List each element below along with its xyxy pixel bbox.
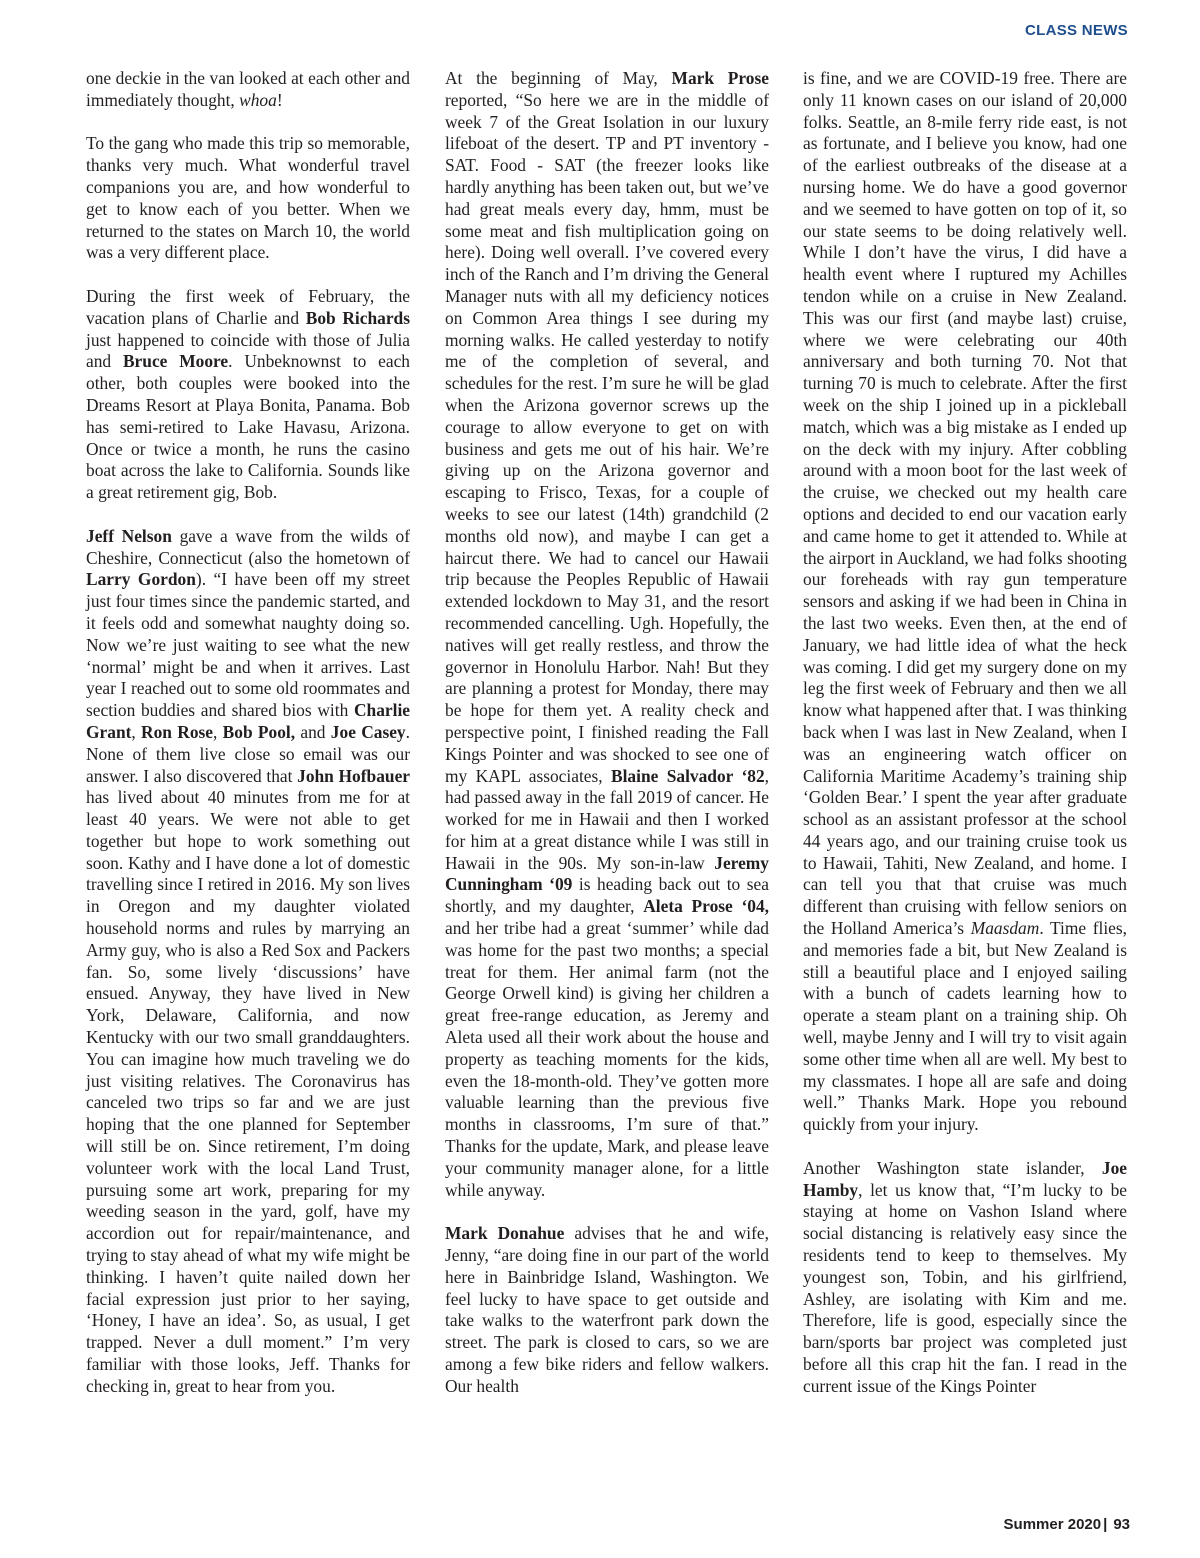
paragraph-text: . Time flies, and memories fade a bit, but New Zealand is still a beautiful place and I enjoyed sailing with a bunch of cadets learning how to operate a steam plant on a training ship. Oh well, maybe Jenny and I will try to visit again some other time when all are well. My best to my classmates. I hope all are safe and doing well.” Thanks Mark. Hope you rebound quickly from your injury.	[803, 918, 1127, 1135]
paragraph-text: has lived about 40 minutes from me for at least 40 years. We were not able to get together but hope to work something out soon. Kathy and I have done a lot of domestic travelling since I retired in 2016. My son lives in Oregon and my daughter violated household norms and rules by marrying an Army guy, who is also a Red Sox and Packers fan. So, some lively ‘discussions’ have ensued. Anyway, they have lived in New York, Delaware, California, and now Kentucky with our two small granddaughters. You can imagine how much traveling we do just visiting relatives. The Coronavirus has canceled two trips so far and we are just hoping that the one planned for September will still be on. Since retirement, I’m doing volunteer work with the local Land Trust, pursuing some art work, preparing for my weeding season in the yard, golf, have my accordion out for repair/maintenance, and trying to stay ahead of what my wife might be thinking. I haven’t quite nailed down her facial expression just prior to her saying, ‘Honey, I have an idea’. So, as usual, I get trapped. Never a dull moment.” I’m very familiar with those looks, Jeff. Thanks for checking in, great to hear from you.	[86, 787, 410, 1396]
paragraph-text: is fine, and we are COVID-19 free. There are only 11 known cases on our island of 20,000 folks. Seattle, an 8-mile ferry ride east, is not as fortunate, and I believe you know, had one of the earliest outbreaks of the disease at a nursing home. We do have a good governor and we seemed to have gotten on top of it, so our state seems to be doing relatively well. While I don’t have the virus, I did have a health event where I ruptured my Achilles tendon while on a cruise in New Zealand. This was our first (and maybe last) cruise, where we were celebrating our 40th anniversary and both turning 70. Not that turning 70 is much to celebrate. After the first week on the ship I joined up in a pickleball match, which was a big mistake as I ended up on the deck with my injury. After cobbling around with a moon boot for the last week of the cruise, we checked out my health care options and decided to end our vacation early and came home to get it attended to. While at the airport in Auckland, we had folks shooting our foreheads with ray gun temperature sensors and asking if we had been in China in the last two weeks. Even then, at the end of January, we had little idea of what the heck was coming. I did get my surgery done on my leg the first week of February and then we all know what happened after that. I was thinking back when I was last in New Zealand, when I was an engineering watch officer on California Maritime Academy’s training ship ‘Golden Bear.’ I spent the year after graduate school as an assistant professor at the school 44 years ago, and our training cruise took us to Hawaii, Tahiti, New Zealand, and home. I can tell you that that cruise was much different than cruising with fellow seniors on the Holland America’s	[803, 68, 1127, 939]
article-paragraph	[803, 68, 1127, 1136]
paragraph-text: and	[295, 721, 331, 742]
paragraph-text: advises that he and wife, Jenny, “are doing fine in our part of the world here in Bainbridge Island, Washington. We feel lucky to have space to get outside and take walks to the waterfront park down the street. The park is closed to cars, so we are among a few bike riders and fellow walkers. Our health	[445, 1223, 769, 1396]
paragraph-text: To the gang who made this trip so memorable, thanks very much. What wonderful travel companions you are, and how wonderful to get to know each of you better. When we returned to the states on March 10, the world was a very different place.	[86, 133, 410, 263]
article-paragraph	[86, 286, 410, 504]
paragraph-text: During the first week of February, the vacation plans of Charlie and	[86, 285, 410, 328]
paragraph-text: ,	[131, 721, 142, 742]
paragraph-text: , had passed away in the fall 2019 of cancer. He worked for me in Hawaii and then I worked for him at a great distance while I was still in Hawaii in the 90s. My son-in-law	[445, 765, 769, 873]
paragraph-text: , let us know that, “I’m lucky to be staying at home on Vashon Island where social distancing is relatively easy since the residents tend to keep to themselves. My youngest son, Tobin, and his girlfriend, Ashley, are isolating with Kim and me. Therefore, life is good, especially since the barn/sports bar project was completed just before all this crap hit the fan. I read in the current issue of the Kings Pointer	[803, 1179, 1127, 1396]
name-highlight: John Hofbauer	[297, 765, 411, 786]
article-paragraph	[86, 68, 410, 112]
emphasis-text: whoa	[239, 89, 277, 110]
article-paragraph	[445, 1223, 769, 1397]
name-highlight: Aleta Prose ‘04,	[643, 896, 770, 917]
paragraph-text: . None of them live close so email was our answer. I also discovered that	[86, 721, 410, 786]
article-paragraph	[803, 1158, 1127, 1398]
text-column-2	[445, 68, 769, 1398]
name-highlight: Mark Prose	[671, 68, 769, 88]
name-highlight: Charlie Grant	[86, 700, 410, 742]
page-footer	[1004, 1516, 1130, 1533]
paragraph-text: ,	[213, 721, 223, 742]
paragraph-text: one deckie in the van looked at each other and immediately thought,	[86, 68, 410, 110]
section-label: CLASS NEWS	[1024, 22, 1128, 39]
name-highlight: Bob Pool,	[222, 721, 296, 742]
text-column-1	[86, 68, 410, 1398]
name-highlight: Larry Gordon	[86, 569, 196, 590]
name-highlight: Joe Casey	[330, 721, 406, 742]
name-highlight: Bruce Moore	[122, 351, 229, 372]
article-paragraph	[86, 526, 410, 1398]
page-number: 93	[1113, 1516, 1130, 1533]
paragraph-text: is heading back out to sea shortly, and my daughter,	[445, 874, 769, 917]
paragraph-text: reported, “So here we are in the middle of week 7 of the Great Isolation in our luxury lifeboat of the desert. TP and PT inventory - SAT. Food - SAT (the freezer looks like hardly anything has been taken out, but we’ve had great meals every day, hmm, must be some meat and fish multiplication going on here). Doing well overall. I’ve covered every inch of the Ranch and I’m driving the General Manager nuts with all my deficiency notices on Common Area things I see during my morning walks. He called yesterday to notify me of the completion of several, and schedules for the rest. I’m sure he will be glad when the Arizona governor screws up the courage to allow everyone to get on with business and gets me out of his hair. We’re giving up on the Arizona governor and escaping to Frisco, Texas, for a couple of weeks to see our latest (14th) grandchild (2 months old now), and maybe I can get a haircut there. We had to cancel our Hawaii trip because the Peoples Republic of Hawaii extended lockdown to May 31, and the resort recommended cancelling. Ugh. Hopefully, the natives will get really restless, and throw the governor in Honolulu Harbor. Nah! But they are planning a protest for Monday, there may be hope for them yet. A reality check and perspective point, I finished reading the Fall Kings Pointer and was shocked to see one of my KAPL associates,	[445, 89, 769, 786]
paragraph-text: . Unbeknownst to each other, both couples were booked into the Dreams Resort at Playa Bonita, Panama. Bob has semi-retired to Lake Havasu, Arizona. Once or twice a month, he runs the casino boat across the lake to California. Sounds like a great retirement gig, Bob.	[86, 351, 410, 503]
emphasis-text: Maasdam	[970, 918, 1040, 939]
paragraph-text: At the beginning of May,	[445, 68, 672, 88]
article-paragraph	[445, 68, 769, 1201]
article-paragraph	[86, 133, 410, 264]
name-highlight: Bob Richards	[305, 307, 411, 328]
paragraph-text: and her tribe had a great ‘summer’ while dad was home for the past two months; a special treat for them. Her animal farm (not the George Orwell kind) is giving her children a great free-range education, as Jeremy and Aleta used all their work about the house and property as teaching moments for the kids, even the 18-month-old. They’ve gotten more valuable learning than the previous five months in classrooms, I’m sure of that.” Thanks for the update, Mark, and please leave your community manager alone, for a little while anyway.	[445, 918, 769, 1200]
paragraph-text: ). “I have been off my street just four times since the pandemic started, and it feels odd and somewhat naughty doing so. Now we’re just waiting to see what the new ‘normal’ might be and when it arrives. Last year I reached out to some old roommates and section buddies and shared bios with	[86, 569, 410, 721]
paragraph-text: gave a wave from the wilds of Cheshire, Connecticut (also the hometown of	[86, 525, 410, 568]
text-column-3	[803, 68, 1127, 1398]
name-highlight: Ron Rose	[141, 721, 214, 742]
name-highlight: Joe Hamby	[803, 1157, 1127, 1200]
name-highlight: Mark Donahue	[445, 1223, 565, 1244]
issue-label: Summer 2020	[1003, 1516, 1102, 1533]
footer-separator: |	[1103, 1516, 1108, 1533]
name-highlight: Jeremy Cunningham ‘09	[445, 852, 769, 895]
paragraph-text: just happened to coincide with those of Julia and	[86, 329, 410, 372]
name-highlight: Jeff Nelson	[86, 525, 172, 546]
name-highlight: Blaine Salvador ‘82	[611, 765, 765, 786]
paragraph-text: Another Washington state islander,	[803, 1157, 1102, 1178]
paragraph-text: !	[276, 89, 283, 110]
